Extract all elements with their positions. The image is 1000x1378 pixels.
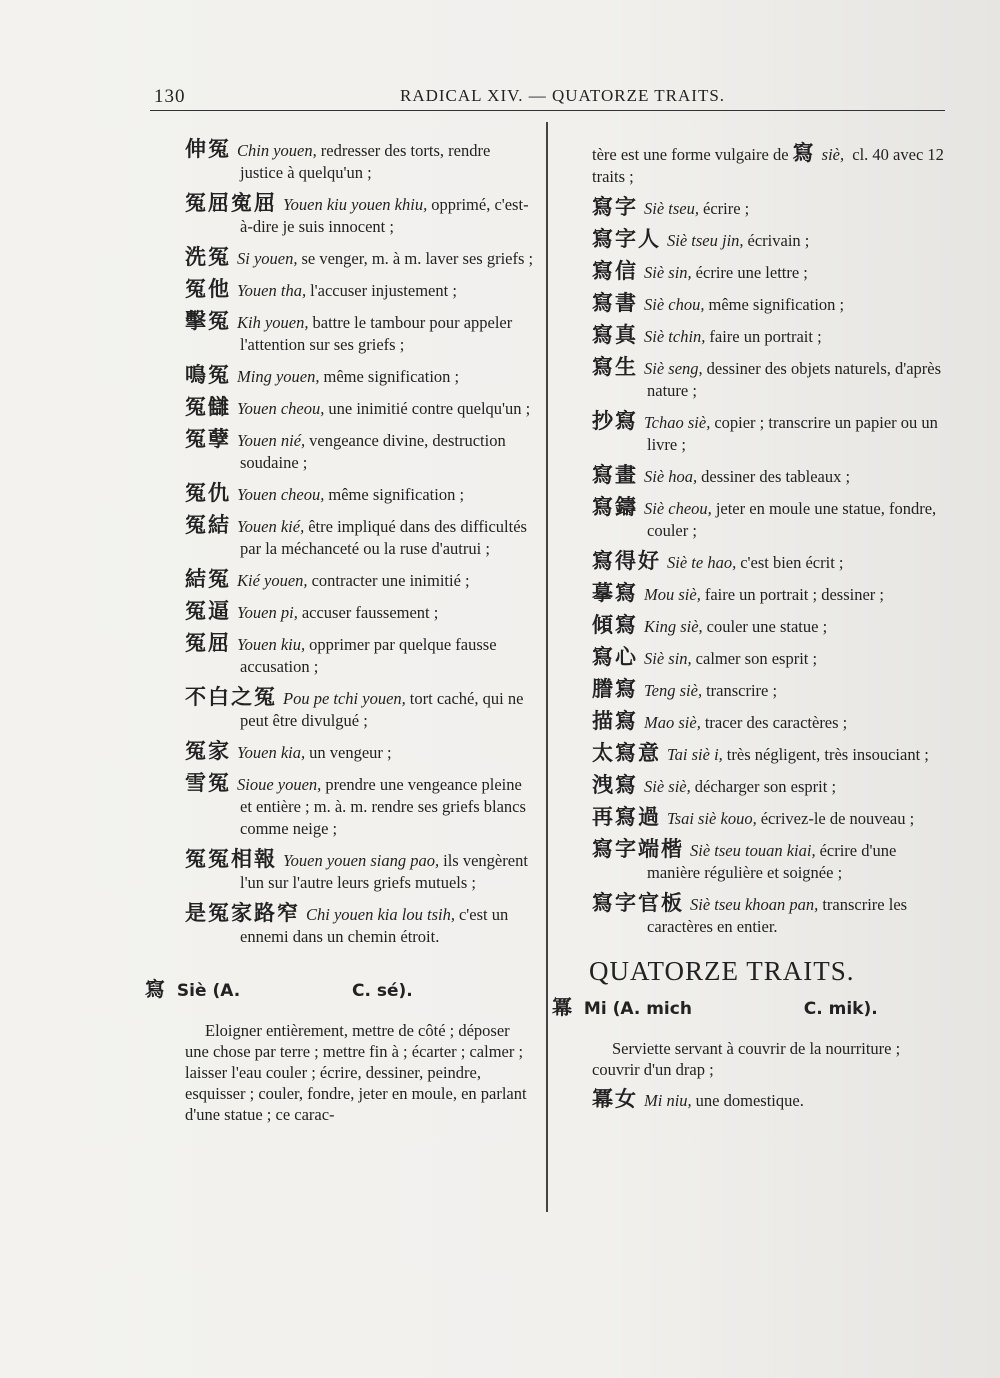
running-title: RADICAL XIV. — QUATORZE TRAITS.	[400, 86, 726, 105]
dictionary-entry	[592, 678, 947, 702]
entry-romanization: Mao siè,	[644, 713, 701, 732]
dictionary-entry	[592, 356, 947, 402]
entry-definition: écrivain ;	[747, 231, 810, 250]
entry-hanzi: 洗冤	[185, 245, 231, 269]
entry-definition: prendre une vengeance pleine et entière ; m. à. m. rendre ses griefs blancs comme neige ;	[240, 775, 526, 838]
dictionary-entry	[185, 364, 535, 388]
entry-romanization: Youen kia,	[237, 743, 306, 762]
entry-romanization: Kih youen,	[237, 313, 309, 332]
entry-hanzi: 寫心	[592, 645, 638, 669]
entry-definition: battre le tambour pour appeler l'attention sur ses griefs ;	[240, 313, 513, 354]
entry-hanzi: 是冤家路窄	[185, 901, 300, 925]
dictionary-entry	[592, 324, 947, 348]
entry-romanization: Youen nié,	[237, 431, 306, 450]
entry-romanization: Youen kiu,	[237, 635, 306, 654]
entry-definition: très négligent, très insouciant ;	[726, 745, 929, 764]
entry-romanization: Youen kié,	[237, 517, 305, 536]
left-column	[145, 137, 535, 1125]
entry-hanzi: 寫真	[592, 323, 638, 347]
entry-romanization: Sioue youen,	[237, 775, 322, 794]
entry-definition: copier ; transcrire un papier ou un livre ;	[647, 413, 938, 454]
entry-romanization: Siè tseu khoan pan,	[690, 895, 819, 914]
entry-romanization: Siè seng,	[644, 359, 703, 378]
dictionary-entry	[185, 772, 535, 840]
entry-hanzi: 描寫	[592, 709, 638, 733]
headword-amoy: (A.	[212, 981, 241, 1001]
left-entry-list	[185, 138, 535, 948]
entry-definition: être impliqué dans des difficultés par la méchanceté ou la ruse d'autrui ;	[240, 517, 527, 558]
column-divider	[546, 122, 548, 1212]
right-entry-list	[592, 196, 947, 938]
dictionary-entry	[185, 686, 535, 732]
entry-definition: l'accuser injustement ;	[310, 281, 457, 300]
entry-hanzi: 寫字	[592, 195, 638, 219]
entry-romanization: Mou siè,	[644, 585, 701, 604]
entry-romanization: Siè tseu touan kiai,	[690, 841, 816, 860]
headword-definition: Serviette servant à couvrir de la nourriture ; couvrir d'un drap ;	[592, 1039, 901, 1079]
dictionary-entry	[185, 740, 535, 764]
dictionary-entry	[592, 196, 947, 220]
headword-cantonese: C. sé).	[352, 981, 413, 1001]
entry-hanzi: 寫信	[592, 259, 638, 283]
dictionary-entry	[185, 138, 535, 184]
entry-definition: c'est un ennemi dans un chemin étroit.	[240, 905, 509, 946]
entry-romanization: Youen pi,	[237, 603, 298, 622]
entry-hanzi: 太寫意	[592, 741, 661, 765]
page-number: 130	[154, 86, 186, 107]
entry-hanzi: 冤家	[185, 739, 231, 763]
entry-hanzi: 寫畫	[592, 463, 638, 487]
dictionary-entry	[185, 278, 535, 302]
entry-romanization: Tchao siè,	[644, 413, 711, 432]
entry-hanzi: 謄寫	[592, 677, 638, 701]
entry-hanzi: 冤他	[185, 277, 231, 301]
headword-cantonese: C. mik).	[803, 999, 878, 1019]
dictionary-entry	[592, 646, 947, 670]
entry-hanzi: 冤仇	[185, 481, 231, 505]
entry-hanzi: 冤冤相報	[185, 847, 277, 871]
entry-hanzi: 洩寫	[592, 773, 638, 797]
entry-hanzi: 寫生	[592, 355, 638, 379]
dictionary-entry	[185, 600, 535, 624]
entry-definition: écrire d'une manière régulière et soignée ;	[647, 841, 897, 882]
entry-hanzi: 冤屈	[185, 631, 231, 655]
entry-romanization: Siè te hao,	[667, 553, 737, 572]
dictionary-entry	[185, 632, 535, 678]
entry-hanzi: 寫書	[592, 291, 638, 315]
entry-hanzi: 寫得好	[592, 549, 661, 573]
entry-romanization: Tsai siè kouo,	[667, 809, 757, 828]
dictionary-entry	[185, 310, 535, 356]
entry-definition: même signification ;	[708, 295, 845, 314]
dictionary-entry	[592, 774, 947, 798]
entry-hanzi: 寫鑄	[592, 495, 638, 519]
entry-definition: transcrire les caractères en entier.	[647, 895, 908, 936]
entry-hanzi: 冤逼	[185, 599, 231, 623]
entry-hanzi: 抄寫	[592, 409, 638, 433]
entry-definition: jeter en moule une statue, fondre, couler ;	[647, 499, 937, 540]
entry-definition: un vengeur ;	[309, 743, 392, 762]
entry-hanzi: 冤結	[185, 513, 231, 537]
entry-definition: dessiner des objets naturels, d'après nature ;	[647, 359, 942, 400]
entry-romanization: Chin youen,	[237, 141, 317, 160]
entry-romanization: Tai siè i,	[667, 745, 723, 764]
entry-romanization: Youen kiu youen khiu,	[283, 195, 428, 214]
entry-romanization: Chi youen kia lou tsih,	[306, 905, 455, 924]
dictionary-entry	[185, 192, 535, 238]
entry-romanization: Kié youen,	[237, 571, 308, 590]
dictionary-entry	[185, 396, 535, 420]
entry-definition: transcrire ;	[706, 681, 778, 700]
dictionary-entry	[185, 568, 535, 592]
dictionary-entry	[592, 710, 947, 734]
entry-definition: redresser des torts, rendre justice à quelqu'un ;	[240, 141, 491, 182]
dictionary-entry	[592, 464, 947, 488]
entry-romanization: Si youen,	[237, 249, 298, 268]
dictionary-entry	[185, 902, 535, 948]
entry-hanzi: 冤讎	[185, 395, 231, 419]
entry-romanization: Siè tchin,	[644, 327, 706, 346]
dictionary-entry	[592, 582, 947, 606]
entry-definition: se venger, m. à m. laver ses griefs ;	[301, 249, 534, 268]
dictionary-entry	[592, 260, 947, 284]
entry-hanzi: 不白之冤	[185, 685, 277, 709]
entry-definition: faire un portrait ; dessiner ;	[704, 585, 884, 604]
entry-definition: écrivez-le de nouveau ;	[760, 809, 915, 828]
entry-definition: tracer des caractères ;	[704, 713, 848, 732]
entry-romanization: Siè sin,	[644, 649, 692, 668]
entry-hanzi: 冤孽	[185, 427, 231, 451]
dictionary-entry	[185, 246, 535, 270]
headword-amoy: (A. mich	[612, 999, 692, 1019]
headword-mi	[552, 996, 947, 1020]
headword-romanization: Siè	[176, 981, 207, 1001]
entry-definition: faire un portrait ;	[709, 327, 822, 346]
entry-definition: tort caché, qui ne peut être divulgué ;	[240, 689, 524, 730]
dictionary-entry	[592, 838, 947, 884]
entry-hanzi: 伸冤	[185, 137, 231, 161]
entry-definition: écrire ;	[703, 199, 750, 218]
entry-romanization: Youen cheou,	[237, 485, 325, 504]
entry-romanization: Youen tha,	[237, 281, 307, 300]
entry-definition: calmer son esprit ;	[695, 649, 818, 668]
entry-hanzi: 摹寫	[592, 581, 638, 605]
entry-definition: même signification ;	[323, 367, 460, 386]
entry-hanzi: 寫字端楷	[592, 837, 684, 861]
entry-hanzi: 寫字人	[592, 227, 661, 251]
entry-definition: écrire une lettre ;	[695, 263, 808, 282]
dictionary-entry	[185, 514, 535, 560]
dictionary-entry	[592, 550, 947, 574]
entry-romanization: Siè sin,	[644, 263, 692, 282]
entry-definition: opprimé, c'est-à-dire je suis innocent ;	[240, 195, 529, 236]
entry-hanzi: 鳴冤	[185, 363, 231, 387]
entry-hanzi: 結冤	[185, 567, 231, 591]
dictionary-entry	[592, 614, 947, 638]
dictionary-entry	[185, 428, 535, 474]
dictionary-entry	[185, 482, 535, 506]
entry-definition: c'est bien écrit ;	[740, 553, 844, 572]
dictionary-entry	[592, 892, 947, 938]
headword-hanzi: 冪	[552, 995, 572, 1019]
dictionary-entry	[592, 742, 947, 766]
entry-romanization: Youen cheou,	[237, 399, 325, 418]
entry-definition: même signification ;	[328, 485, 465, 504]
entry-definition: accuser faussement ;	[301, 603, 439, 622]
entry-romanization: Siè cheou,	[644, 499, 712, 518]
entry-definition: vengeance divine, destruction soudaine ;	[240, 431, 506, 472]
entry-definition: contracter une inimitié ;	[311, 571, 470, 590]
entry-hanzi: 冤屈寃屈	[185, 191, 277, 215]
entry-romanization: Pou pe tchi youen,	[283, 689, 406, 708]
section-title: QUATORZE TRAITS.	[589, 956, 855, 986]
dictionary-entry	[592, 496, 947, 542]
entry-hanzi: 雪冤	[185, 771, 231, 795]
entry-definition: une inimitié contre quelqu'un ;	[328, 399, 531, 418]
right-column	[552, 141, 947, 1120]
dictionary-entry	[592, 410, 947, 456]
entry-hanzi: 擊冤	[185, 309, 231, 333]
dictionary-entry	[185, 848, 535, 894]
entry-romanization: Ming youen,	[237, 367, 320, 386]
entry-romanization: Siè tseu,	[644, 199, 699, 218]
dictionary-entry	[592, 228, 947, 252]
headword-hanzi: 寫	[145, 977, 165, 1001]
entry-hanzi: 寫字官板	[592, 891, 684, 915]
entry-definition: opprimer par quelque fausse accusation ;	[240, 635, 497, 676]
entry-hanzi: 傾寫	[592, 613, 638, 637]
dictionary-entry	[592, 292, 947, 316]
entry-romanization: Siè tseu jin,	[667, 231, 744, 250]
entry-romanization: King siè,	[644, 617, 703, 636]
entry-definition: décharger son esprit ;	[694, 777, 837, 796]
dictionary-entry: 冪女 Mi niu, une domestique.	[592, 1087, 804, 1111]
entry-hanzi: 再寫過	[592, 805, 661, 829]
entry-romanization: Siè hoa,	[644, 467, 698, 486]
entry-definition: dessiner des tableaux ;	[701, 467, 851, 486]
dictionary-entry	[592, 806, 947, 830]
continued-definition: tère est une forme vulgaire de 寫 siè, cl. 40 avec 12 traits ;	[592, 141, 944, 186]
entry-romanization: Teng siè,	[644, 681, 703, 700]
entry-definition: couler une statue ;	[706, 617, 828, 636]
page-header	[150, 86, 945, 111]
entry-romanization: Siè chou,	[644, 295, 705, 314]
entry-definition: ils vengèrent l'un sur l'autre leurs griefs mutuels ;	[240, 851, 528, 892]
headword-definition: Eloigner entièrement, mettre de côté ; déposer une chose par terre ; mettre fin à ; écarter ; calmer ; laisser l'eau couler ; écrire, dessiner, peindre, esquisser ; couler, fondre, jeter en moule, en parlant d'une statue ; ce carac-	[185, 1021, 527, 1124]
headword-romanization: Mi	[583, 999, 607, 1019]
entry-romanization: Youen youen siang pao,	[283, 851, 440, 870]
headword-sie	[145, 978, 535, 1002]
entry-romanization: Siè siè,	[644, 777, 691, 796]
